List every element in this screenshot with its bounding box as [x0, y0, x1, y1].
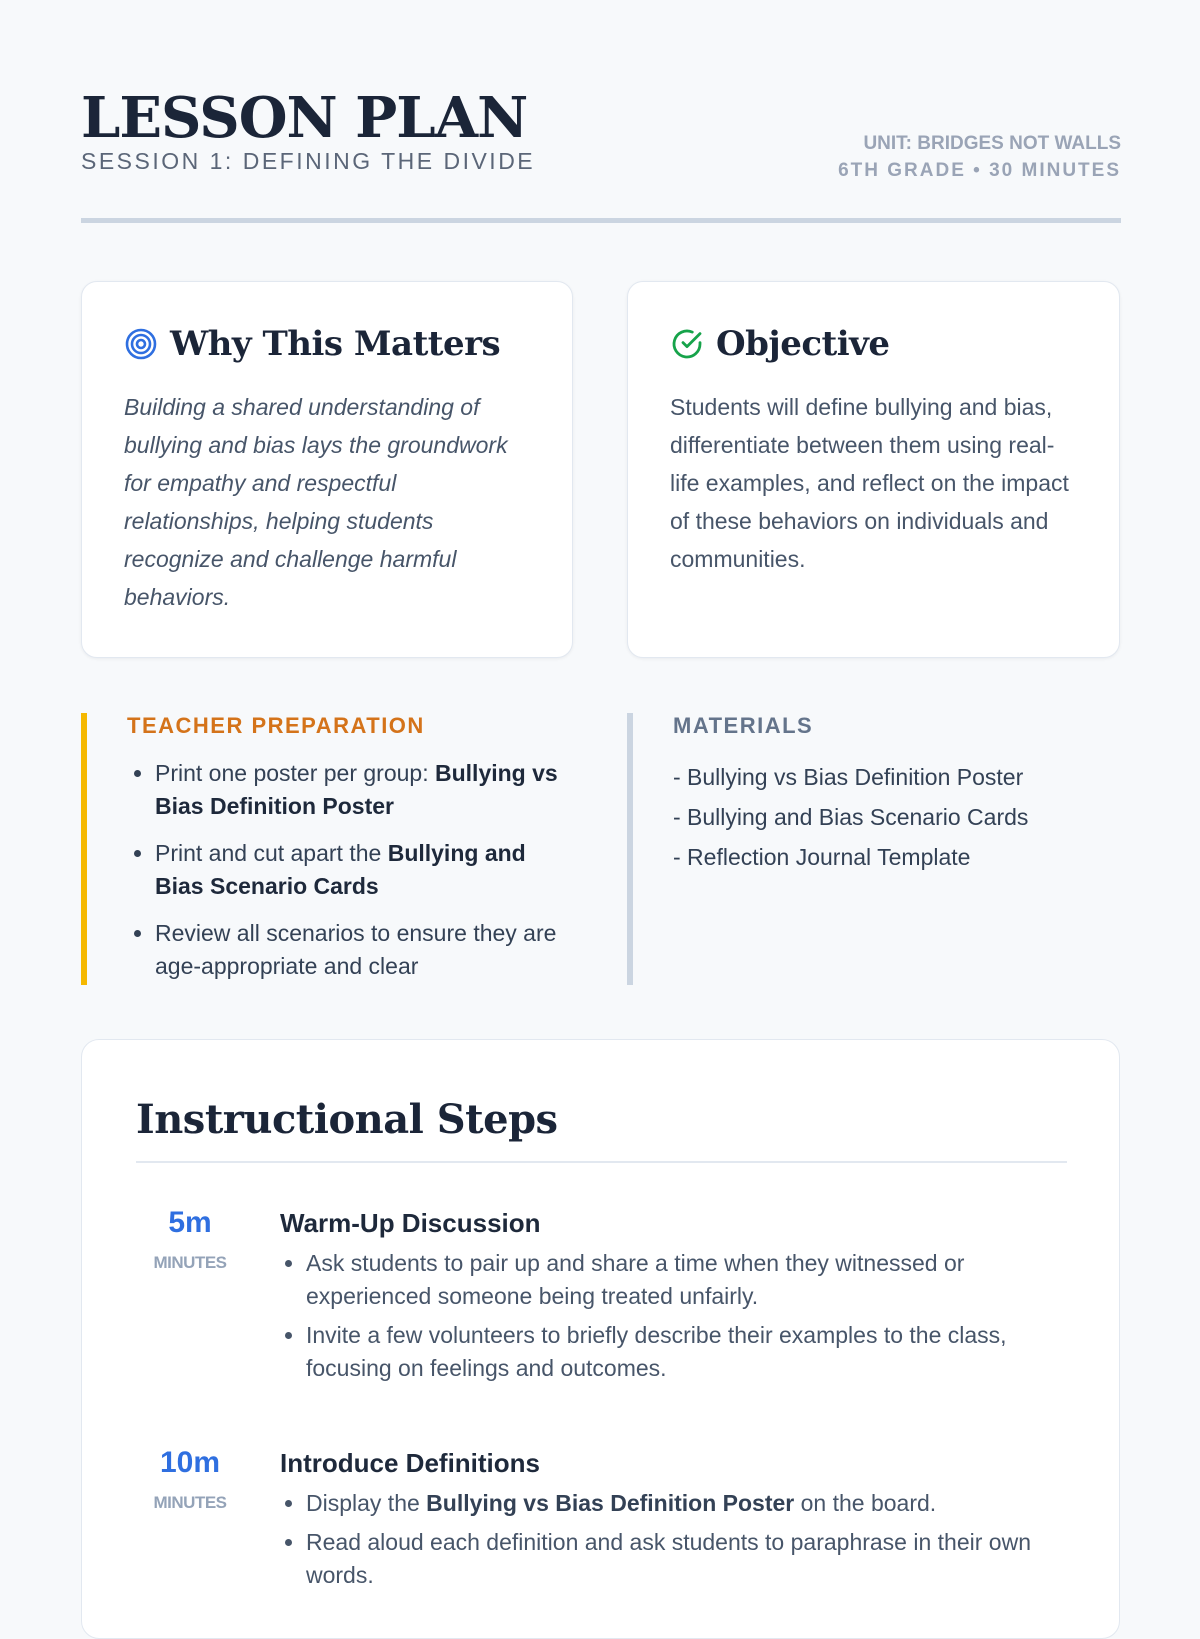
- step-minutes: 5m: [168, 1206, 212, 1239]
- step-content: [280, 1203, 1060, 1391]
- materials-list: [673, 757, 1028, 877]
- objective-card-header: [670, 324, 890, 364]
- step-title: Warm-Up Discussion: [280, 1208, 541, 1238]
- check-circle-icon: [670, 327, 704, 361]
- teacher-preparation: [81, 713, 581, 985]
- header-divider: [81, 218, 1121, 223]
- prep-list: [135, 757, 565, 997]
- steps-divider: [136, 1161, 1067, 1163]
- objective-body: Students will define bullying and bias, differentiate between them using real-life examples, and reflect on the impact of these behaviors on individuals and communities.: [670, 394, 1069, 572]
- step-bullet: • Ask students to pair up and share a time when they witnessed or experienced someone being treated unfairly.: [306, 1247, 1060, 1313]
- materials-title: MATERIALS: [673, 713, 814, 738]
- step-duration: [136, 1203, 244, 1273]
- materials: [627, 713, 1120, 985]
- material-item: - Bullying vs Bias Definition Poster: [673, 764, 1024, 790]
- step-minutes-label: MINUTES: [153, 1493, 227, 1512]
- page-title: LESSON PLAN: [81, 85, 528, 151]
- prep-title: TEACHER PREPARATION: [127, 713, 425, 738]
- grade-time: 6TH GRADE • 30 MINUTES: [838, 160, 1121, 181]
- why-body: Building a shared understanding of bullying and bias lays the groundwork for empathy and respectful relationships, helping students recognize and challenge harmful behaviors.: [124, 394, 508, 610]
- objective-card: [627, 281, 1120, 658]
- step-content: [280, 1443, 1060, 1598]
- step-title: Introduce Definitions: [280, 1448, 540, 1478]
- prep-item: • Review all scenarios to ensure they are age-appropriate and clear: [155, 917, 565, 983]
- step-bullet: • Display the Bullying vs Bias Definition Poster on the board.: [306, 1487, 1060, 1520]
- unit-info: [838, 130, 1121, 184]
- session-subtitle: SESSION 1: DEFINING THE DIVIDE: [81, 148, 536, 174]
- why-card-header: [124, 324, 500, 364]
- page-header: [81, 85, 1121, 228]
- why-card: [81, 281, 573, 658]
- unit-name: UNIT: BRIDGES NOT WALLS: [863, 133, 1121, 154]
- steps-title: Instructional Steps: [136, 1096, 558, 1143]
- material-item: - Bullying and Bias Scenario Cards: [673, 804, 1029, 830]
- objective-title: Objective: [716, 324, 890, 364]
- target-icon: [124, 327, 158, 361]
- step-bullet: • Read aloud each definition and ask students to paraphrase in their own words.: [306, 1526, 1060, 1592]
- instructional-steps: [81, 1039, 1120, 1639]
- step-bullet: • Invite a few volunteers to briefly describe their examples to the class, focusing on feelings and outcomes.: [306, 1319, 1060, 1385]
- step-minutes-label: MINUTES: [153, 1253, 227, 1272]
- material-item: - Reflection Journal Template: [673, 844, 971, 870]
- prep-item: • Print one poster per group: Bullying vs Bias Definition Poster: [155, 757, 565, 823]
- step-duration: [136, 1443, 244, 1513]
- why-title: Why This Matters: [170, 324, 501, 364]
- prep-item: • Print and cut apart the Bullying and Bias Scenario Cards: [155, 837, 565, 903]
- step-bullets: [280, 1247, 1060, 1385]
- step-minutes: 10m: [159, 1446, 221, 1479]
- step-bullets: [280, 1487, 1060, 1592]
